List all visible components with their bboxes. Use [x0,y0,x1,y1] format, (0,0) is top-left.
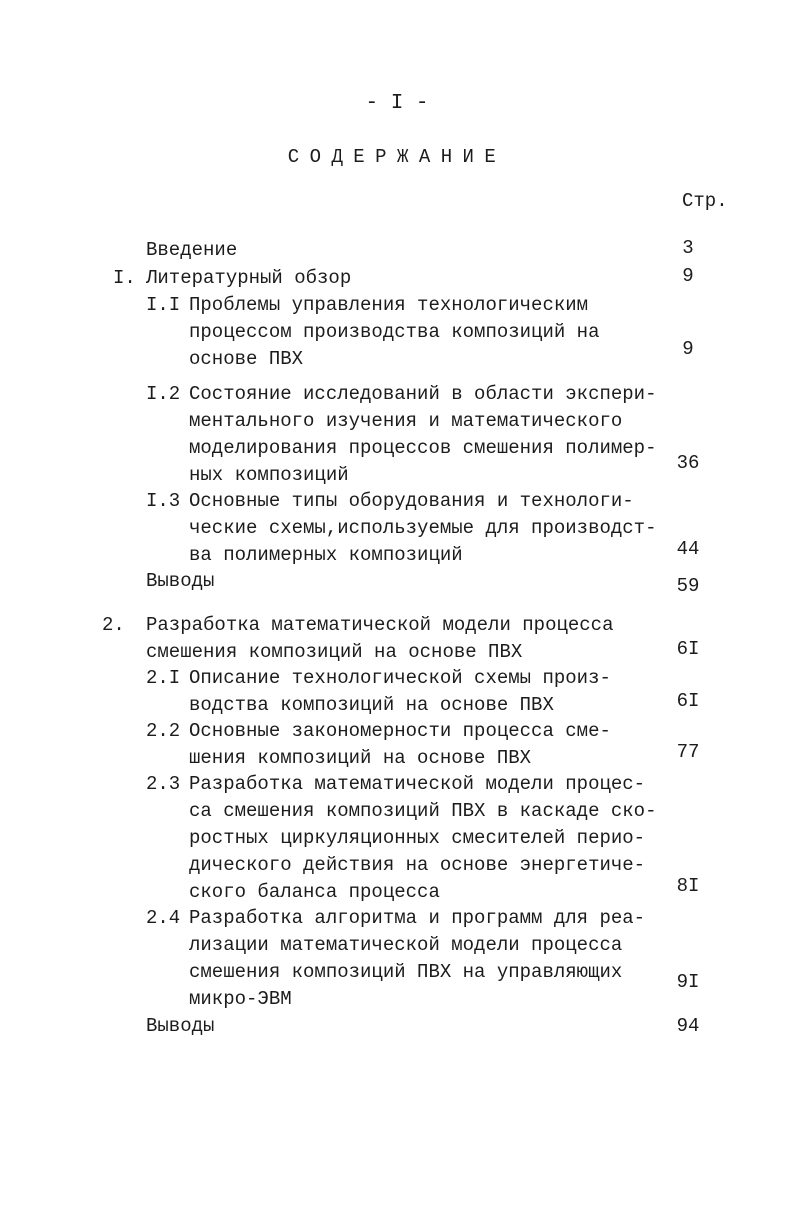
toc-entry-page: 44 [676,538,700,560]
toc-entry-page: 8I [676,875,700,897]
toc-entry-text: лизации математической модели процесса [189,934,623,956]
toc-entry-page: 6I [676,690,700,712]
toc-entry-text: Основные типы оборудования и технологи- [189,490,634,512]
toc-entry-text: смешения композиций на основе ПВХ [146,641,523,663]
toc-entry-number: 2.3 [146,773,181,795]
toc-entry-number: I.2 [146,383,181,405]
toc-entry-text: Состояние исследований в области экспери- [189,383,657,405]
toc-entry-page: 3 [682,237,694,259]
toc-entry-page: 94 [676,1015,700,1037]
toc-entry-number: 2.4 [146,907,181,929]
toc-entry-text: моделирования процессов смешения полимер- [189,437,657,459]
toc-entry-text: Проблемы управления технологическим [189,294,589,316]
toc-entry-page: 6I [676,638,700,660]
toc-entry-page: 9 [682,265,694,287]
toc-entry-number: 2.2 [146,720,181,742]
toc-title: СОДЕРЖАНИЕ [287,146,507,168]
toc-entry-text: смешения композиций ПВХ на управляющих [189,961,623,983]
toc-entry-text: ческие схемы,используемые для производст- [189,517,657,539]
toc-entry-text: шения композиций на основе ПВХ [189,747,532,769]
page-number: - I - [365,92,429,115]
toc-entry-text: ва полимерных композиций [189,544,463,566]
toc-entry-text: микро-ЭВМ [189,988,292,1010]
toc-entry-text: Разработка математической модели процес- [189,773,646,795]
toc-entry-page: 36 [676,452,700,474]
toc-entry-text: дического действия на основе энергетиче- [189,854,646,876]
toc-entry-text: Литературный обзор [146,267,352,289]
toc-entry-page: 9I [676,971,700,993]
toc-entry-text: основе ПВХ [189,348,304,370]
toc-entry-page: 59 [676,575,700,597]
toc-entry-number: I.3 [146,490,181,512]
toc-entry-text: Введение [146,239,238,261]
page-column-label: Стр. [682,190,728,212]
toc-entry-number: 2.I [146,667,181,689]
toc-entry-number: I. [113,267,136,289]
toc-entry-text: са смешения композиций ПВХ в каскаде ско- [189,800,657,822]
toc-entry-text: процессом производства композиций на [189,321,600,343]
toc-entry-text: ростных циркуляционных смесителей перио- [189,827,646,849]
toc-entry-text: Выводы [146,570,215,592]
toc-entry-page: 77 [676,741,700,763]
toc-entry-text: Описание технологической схемы произ- [189,667,611,689]
toc-entry-number: I.I [146,294,181,316]
toc-entry-text: ского баланса процесса [189,881,440,903]
toc-entry-text: ных композиций [189,464,349,486]
toc-entry-text: Выводы [146,1015,215,1037]
toc-entry-page: 9 [682,338,694,360]
toc-entry-text: водства композиций на основе ПВХ [189,694,554,716]
toc-entry-number: 2. [102,614,125,636]
toc-entry-text: Основные закономерности процесса сме- [189,720,611,742]
toc-entry-text: Разработка математической модели процесса [146,614,614,636]
toc-entry-text: ментального изучения и математического [189,410,623,432]
toc-entry-text: Разработка алгоритма и программ для реа- [189,907,646,929]
